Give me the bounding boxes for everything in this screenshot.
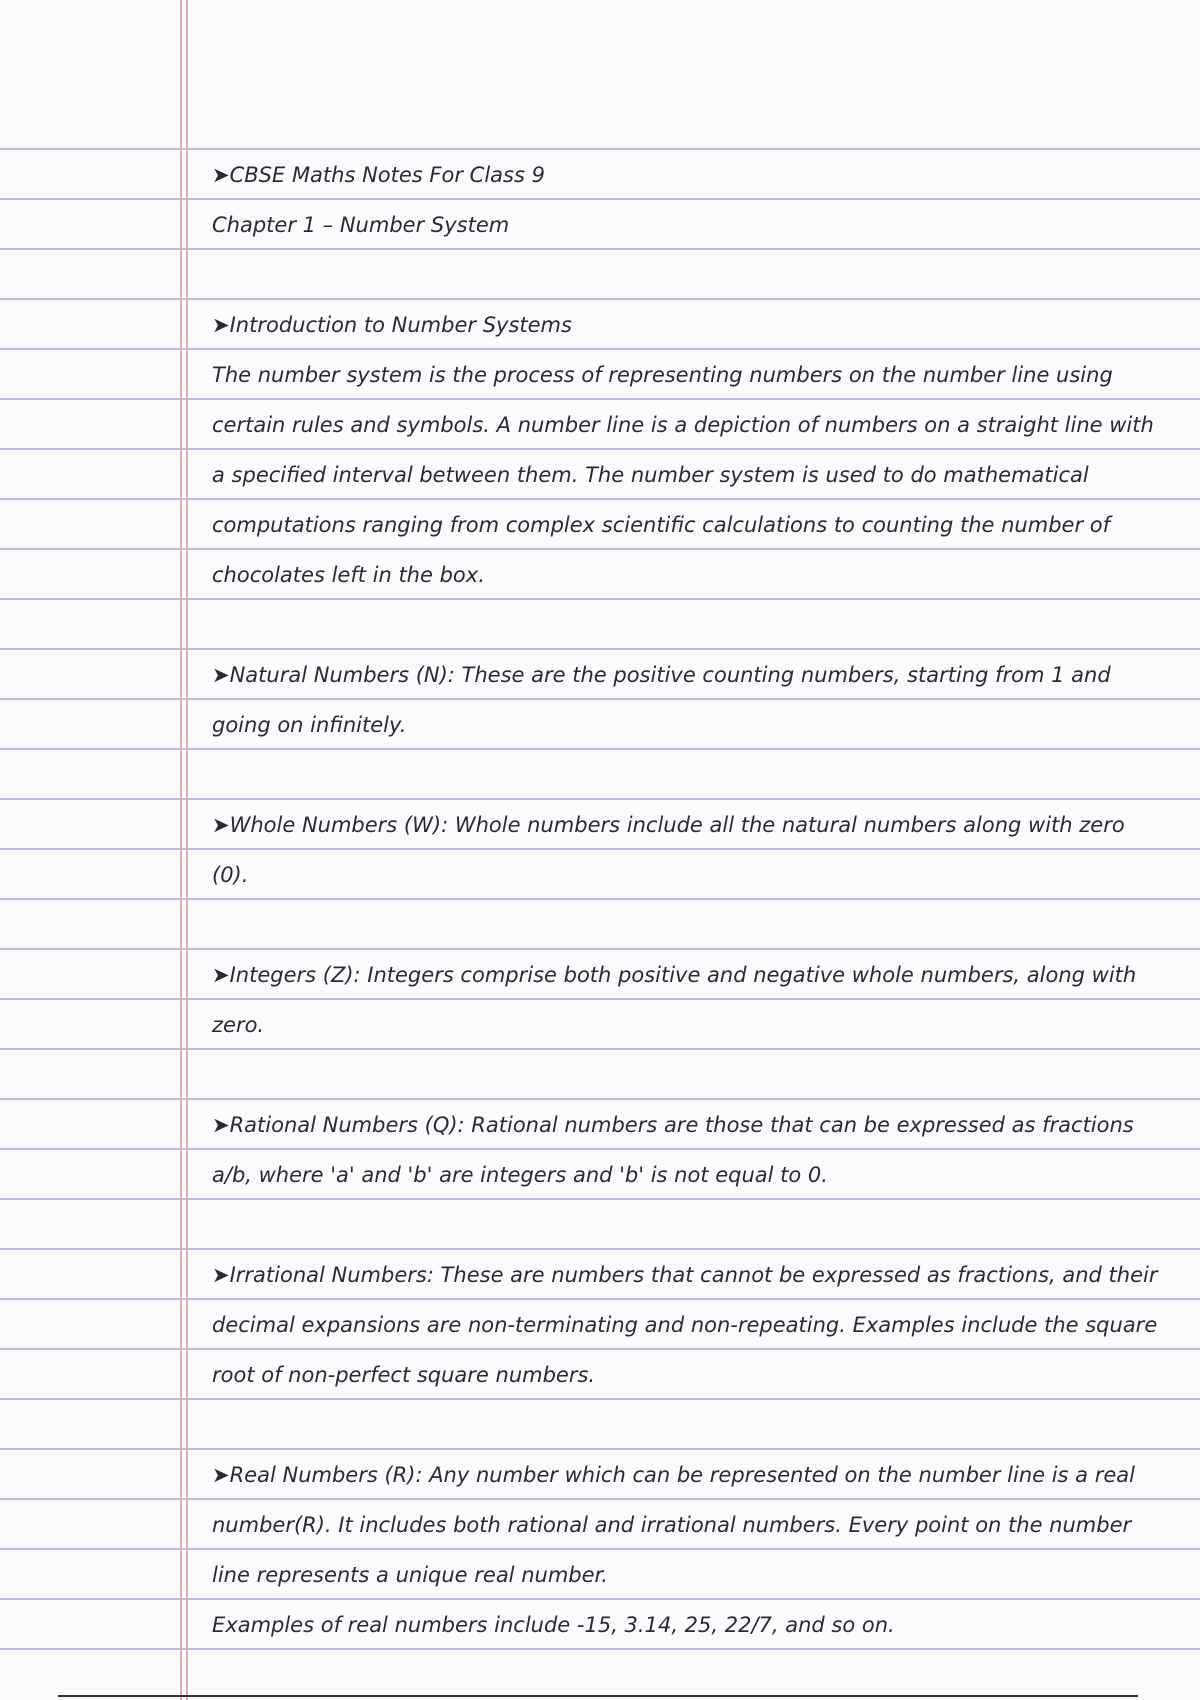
- integers-line: ➤Integers (Z): Integers comprise both positive and negative whole numbers, along with: [212, 963, 1137, 987]
- margin-line-left: [180, 0, 182, 1700]
- irrational-numbers-line: decimal expansions are non-terminating and non-repeating. Examples include the square: [212, 1313, 1158, 1337]
- real-numbers-line: line represents a unique real number.: [212, 1563, 608, 1587]
- intro-text-line: The number system is the process of representing numbers on the number line using: [212, 363, 1113, 387]
- intro-text-line: certain rules and symbols. A number line is a depiction of numbers on a straight line with: [212, 413, 1154, 437]
- rational-numbers-line: ➤Rational Numbers (Q): Rational numbers are those that can be expressed as fractions: [212, 1113, 1134, 1137]
- integers-line: zero.: [212, 1013, 265, 1037]
- whole-numbers-line: (0).: [212, 863, 249, 887]
- title-line: ➤CBSE Maths Notes For Class 9: [212, 163, 545, 187]
- real-numbers-line: ➤Real Numbers (R): Any number which can be represented on the number line is a real: [212, 1463, 1135, 1487]
- page-bottom-border: [58, 1695, 1138, 1697]
- intro-text-line: chocolates left in the box.: [212, 563, 485, 587]
- natural-numbers-line: going on infinitely.: [212, 713, 407, 737]
- intro-text-line: a specified interval between them. The number system is used to do mathematical: [212, 463, 1089, 487]
- intro-heading: ➤Introduction to Number Systems: [212, 313, 572, 337]
- margin-line-right: [186, 0, 188, 1700]
- real-numbers-line: number(R). It includes both rational and irrational numbers. Every point on the number: [212, 1513, 1132, 1537]
- irrational-numbers-line: ➤Irrational Numbers: These are numbers that cannot be expressed as fractions, and their: [212, 1263, 1158, 1287]
- irrational-numbers-line: root of non-perfect square numbers.: [212, 1363, 596, 1387]
- real-numbers-examples-line: Examples of real numbers include -15, 3.14, 25, 22/7, and so on.: [212, 1613, 895, 1637]
- natural-numbers-line: ➤Natural Numbers (N): These are the positive counting numbers, starting from 1 and: [212, 663, 1111, 687]
- chapter-line: Chapter 1 – Number System: [212, 213, 510, 237]
- intro-text-line: computations ranging from complex scientific calculations to counting the number of: [212, 513, 1110, 537]
- rational-numbers-line: a/b, where 'a' and 'b' are integers and 'b' is not equal to 0.: [212, 1163, 828, 1187]
- whole-numbers-line: ➤Whole Numbers (W): Whole numbers include all the natural numbers along with zero: [212, 813, 1125, 837]
